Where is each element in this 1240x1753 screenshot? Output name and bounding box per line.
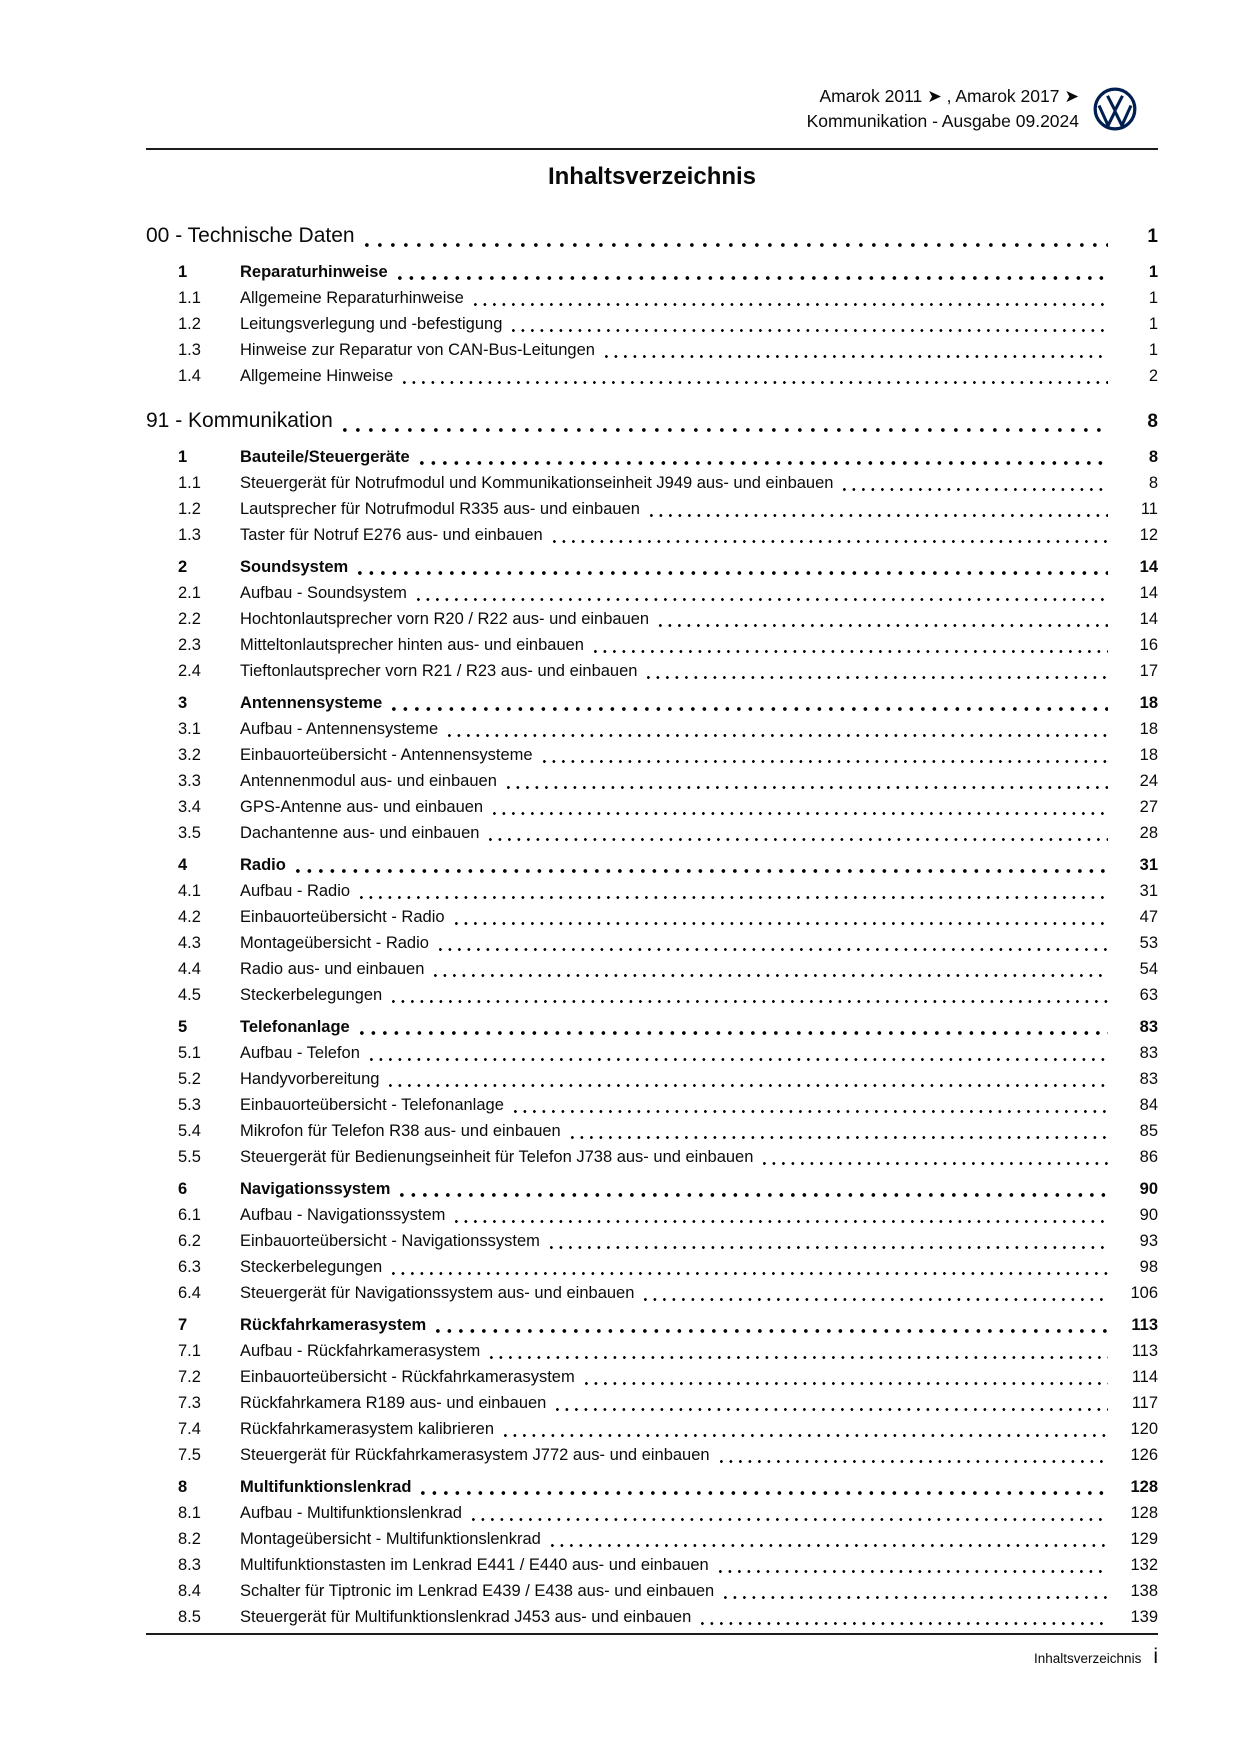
toc-entry-number: 4.1 (178, 882, 201, 900)
toc-entry-page: 12 (1139, 526, 1158, 544)
toc-entry-number: 5.3 (178, 1096, 201, 1114)
toc-entry-row (146, 444, 1158, 470)
toc-entry-title: Handyvorbereitung (240, 1070, 380, 1088)
page-footer (146, 1645, 1158, 1669)
toc-entry-number: 2.2 (178, 610, 201, 628)
dot-leader (512, 329, 1108, 332)
toc-entry-number: 1.3 (178, 341, 201, 359)
dot-leader (550, 1246, 1108, 1249)
toc-entry-title: Rückfahrkamerasystem kalibrieren (240, 1420, 495, 1438)
toc-entry-page: 53 (1139, 934, 1158, 952)
toc-entry-title: Allgemeine Reparaturhinweise (240, 289, 464, 307)
toc-entry-page: 1 (1148, 341, 1158, 359)
toc (146, 220, 1158, 1630)
toc-entry-page: 120 (1130, 1420, 1158, 1438)
dot-leader (343, 428, 1108, 432)
footer-page-number: i (1153, 1645, 1158, 1668)
toc-entry-row (146, 1118, 1158, 1144)
toc-entry-row (146, 1014, 1158, 1040)
toc-entry-page: 11 (1140, 500, 1158, 518)
dot-leader (514, 1110, 1108, 1113)
toc-entry-row (146, 496, 1158, 522)
toc-entry-row (146, 1066, 1158, 1092)
dot-leader (507, 786, 1108, 789)
toc-entry-page: 83 (1139, 1018, 1158, 1036)
toc-entry-row (146, 285, 1158, 311)
toc-entry-title: Aufbau - Antennensysteme (240, 720, 439, 738)
dot-leader (403, 381, 1108, 384)
toc-entry-number: 3.1 (178, 720, 201, 738)
page-header (146, 0, 1158, 134)
toc-entry-row (146, 1176, 1158, 1202)
toc-entry-title: Einbauorteübersicht - Navigationssystem (240, 1232, 540, 1250)
toc-entry-number: 5.5 (178, 1148, 201, 1166)
toc-entry-number: 2.1 (178, 584, 201, 602)
dot-leader (436, 1329, 1108, 1333)
dot-leader (556, 1408, 1108, 1411)
toc-entry-number: 1.1 (178, 289, 201, 307)
toc-entry-row (146, 606, 1158, 632)
toc-entry-title: Lautsprecher für Notrufmodul R335 aus- und einbauen (240, 500, 640, 518)
dot-leader (389, 1084, 1108, 1087)
toc-entry-title: Steuergerät für Navigationssystem aus- und einbauen (240, 1284, 635, 1302)
toc-entry-page: 28 (1139, 824, 1158, 842)
toc-chapter-page: 1 (1147, 226, 1158, 247)
toc-entry-page: 128 (1130, 1504, 1158, 1522)
toc-entry-row (146, 632, 1158, 658)
toc-entry-title: Multifunktionstasten im Lenkrad E441 / E440 aus- und einbauen (240, 1556, 709, 1574)
toc-entry-page: 84 (1139, 1096, 1158, 1114)
dot-leader (417, 598, 1108, 601)
toc-entry-number: 7.3 (178, 1394, 201, 1412)
dot-leader (434, 974, 1108, 977)
toc-entry-number: 6.2 (178, 1232, 201, 1250)
toc-chapter-label: 91 - Kommunikation (146, 409, 333, 432)
toc-entry-page: 24 (1139, 772, 1158, 790)
toc-entry-number: 8.1 (178, 1504, 201, 1522)
toc-entry-number: 4 (178, 856, 188, 874)
toc-entry-number: 8.5 (178, 1608, 201, 1626)
toc-entry-page: 31 (1139, 856, 1158, 874)
dot-leader (701, 1622, 1108, 1625)
toc-entry-number: 8.4 (178, 1582, 201, 1600)
toc-entry-title: Einbauorteübersicht - Rückfahrkamerasystem (240, 1368, 575, 1386)
toc-entry-page: 14 (1139, 558, 1158, 576)
dot-leader (365, 243, 1108, 247)
toc-entry-row (146, 1228, 1158, 1254)
dot-leader (420, 461, 1108, 465)
toc-entry-page: 90 (1139, 1206, 1158, 1224)
dot-leader (650, 514, 1108, 517)
toc-entry-number: 8.3 (178, 1556, 201, 1574)
toc-entry-number: 1 (178, 263, 188, 281)
dot-leader (474, 303, 1108, 306)
toc-entry-page: 17 (1139, 662, 1158, 680)
toc-chapter-page: 8 (1147, 411, 1158, 432)
toc-entry-row (146, 1442, 1158, 1468)
toc-entry-row (146, 904, 1158, 930)
dot-leader (455, 922, 1108, 925)
toc-entry-page: 83 (1139, 1044, 1158, 1062)
toc-entry-title: Rückfahrkamera R189 aus- und einbauen (240, 1394, 547, 1412)
toc-entry-page: 18 (1139, 746, 1158, 764)
toc-entry-row (146, 580, 1158, 606)
dot-leader (455, 1220, 1108, 1223)
page-title: Inhaltsverzeichnis (547, 163, 757, 190)
toc-entry-row (146, 337, 1158, 363)
toc-entry-number: 2.3 (178, 636, 201, 654)
toc-entry-number: 7.2 (178, 1368, 201, 1386)
toc-entry-page: 14 (1139, 584, 1158, 602)
header-divider (146, 148, 1158, 150)
toc-chapter-label: 00 - Technische Daten (146, 224, 355, 247)
toc-entry-page: 1 (1148, 289, 1158, 307)
toc-entry-row (146, 311, 1158, 337)
toc-entry-title: Steuergerät für Multifunktionslenkrad J453 aus- und einbauen (240, 1608, 692, 1626)
toc-entry-row (146, 956, 1158, 982)
toc-entry-number: 1.2 (178, 500, 201, 518)
toc-entry-row (146, 1092, 1158, 1118)
toc-entry-row (146, 1338, 1158, 1364)
toc-entry-page: 113 (1131, 1316, 1158, 1334)
toc-entry-page: 16 (1139, 636, 1158, 654)
toc-chapter-row (146, 220, 1158, 253)
dot-leader (421, 1491, 1108, 1495)
toc-entry-number: 1 (178, 448, 188, 466)
toc-entry-row (146, 768, 1158, 794)
toc-entry-row (146, 1500, 1158, 1526)
toc-entry-title: Radio (240, 856, 286, 874)
dot-leader (763, 1162, 1108, 1165)
toc-entry-title: Allgemeine Hinweise (240, 367, 394, 385)
toc-entry-title: Multifunktionslenkrad (240, 1478, 412, 1496)
toc-entry-page: 8 (1148, 474, 1158, 492)
toc-entry-title: Montageübersicht - Radio (240, 934, 429, 952)
toc-entry-number: 8 (178, 1478, 188, 1496)
toc-entry-number: 1.2 (178, 315, 201, 333)
dot-leader (370, 1058, 1108, 1061)
dot-leader (543, 760, 1108, 763)
toc-entry-row (146, 1040, 1158, 1066)
toc-entry-row (146, 363, 1158, 389)
dot-leader (448, 734, 1108, 737)
toc-entry-number: 4.3 (178, 934, 201, 952)
dot-leader (358, 571, 1108, 575)
toc-entry-page: 1 (1148, 263, 1158, 281)
toc-entry-row (146, 1144, 1158, 1170)
header-edition-line: Kommunikation - Ausgabe 09.2024 (806, 111, 1079, 131)
toc-entry-page: 98 (1139, 1258, 1158, 1276)
dot-leader (489, 838, 1108, 841)
dot-leader (843, 488, 1108, 491)
toc-entry-page: 129 (1130, 1530, 1158, 1548)
toc-entry-number: 5 (178, 1018, 188, 1036)
toc-entry-page: 27 (1139, 798, 1158, 816)
toc-entry-title: Telefonanlage (240, 1018, 350, 1036)
toc-entry-number: 1.4 (178, 367, 201, 385)
toc-entry-number: 7.4 (178, 1420, 201, 1438)
header-text (807, 84, 1079, 134)
toc-entry-row (146, 1254, 1158, 1280)
toc-entry-title: Mitteltonlautsprecher hinten aus- und einbauen (240, 636, 584, 654)
toc-entry-number: 1.1 (178, 474, 201, 492)
toc-entry-title: Soundsystem (240, 558, 349, 576)
dot-leader (392, 1272, 1108, 1275)
toc-entry-row (146, 1604, 1158, 1630)
toc-entry-page: 138 (1130, 1582, 1158, 1600)
toc-entry-row (146, 1474, 1158, 1500)
toc-entry-row (146, 690, 1158, 716)
toc-entry-number: 5.1 (178, 1044, 201, 1062)
toc-entry-number: 3.5 (178, 824, 201, 842)
toc-entry-page: 63 (1139, 986, 1158, 1004)
footer-section-label: Inhaltsverzeichnis (1034, 1651, 1142, 1666)
toc-entry-page: 14 (1139, 610, 1158, 628)
toc-entry-row (146, 982, 1158, 1008)
toc-entry-title: Taster für Notruf E276 aus- und einbauen (240, 526, 543, 544)
toc-entry-title: Mikrofon für Telefon R38 aus- und einbauen (240, 1122, 561, 1140)
dot-leader (551, 1544, 1108, 1547)
toc-entry-row (146, 1312, 1158, 1338)
toc-entry-page: 85 (1139, 1122, 1158, 1140)
toc-entry-row (146, 1202, 1158, 1228)
dot-leader (472, 1518, 1108, 1521)
toc-entry-title: Aufbau - Radio (240, 882, 351, 900)
dot-leader (571, 1136, 1108, 1139)
toc-entry-page: 83 (1139, 1070, 1158, 1088)
toc-entry-row (146, 1416, 1158, 1442)
toc-entry-page: 47 (1139, 908, 1158, 926)
toc-entry-title: Radio aus- und einbauen (240, 960, 425, 978)
dot-leader (490, 1356, 1108, 1359)
toc-entry-title: Rückfahrkamerasystem (240, 1316, 427, 1334)
toc-entry-title: Bauteile/Steuergeräte (240, 448, 410, 466)
toc-entry-number: 4.4 (178, 960, 201, 978)
toc-entry-number: 2 (178, 558, 188, 576)
dot-leader (553, 540, 1108, 543)
toc-entry-row (146, 470, 1158, 496)
toc-entry-row (146, 1578, 1158, 1604)
toc-entry-number: 7 (178, 1316, 188, 1334)
toc-entry-row (146, 259, 1158, 285)
toc-entry-number: 3.2 (178, 746, 201, 764)
toc-entry-number: 6.4 (178, 1284, 201, 1302)
dot-leader (504, 1434, 1108, 1437)
dot-leader (605, 355, 1108, 358)
dot-leader (360, 1031, 1108, 1035)
toc-entry-title: Einbauorteübersicht - Telefonanlage (240, 1096, 504, 1114)
toc-entry-number: 5.2 (178, 1070, 201, 1088)
toc-entry-title: Aufbau - Rückfahrkamerasystem (240, 1342, 481, 1360)
toc-entry-page: 54 (1139, 960, 1158, 978)
toc-entry-number: 4.5 (178, 986, 201, 1004)
toc-entry-title: Tieftonlautsprecher vorn R21 / R23 aus- und einbauen (240, 662, 638, 680)
toc-entry-title: Dachantenne aus- und einbauen (240, 824, 480, 842)
dot-leader (644, 1298, 1108, 1301)
toc-entry-row (146, 1364, 1158, 1390)
toc-entry-row (146, 1526, 1158, 1552)
toc-entry-number: 1.3 (178, 526, 201, 544)
toc-entry-number: 6 (178, 1180, 188, 1198)
toc-entry-title: Steuergerät für Notrufmodul und Kommunikationseinheit J949 aus- und einbauen (240, 474, 834, 492)
dot-leader (400, 1193, 1108, 1197)
toc-entry-title: Steckerbelegungen (240, 1258, 383, 1276)
dot-leader (724, 1596, 1108, 1599)
toc-entry-row (146, 1390, 1158, 1416)
footer-divider (146, 1633, 1158, 1635)
toc-entry-title: Aufbau - Navigationssystem (240, 1206, 446, 1224)
toc-entry-page: 126 (1130, 1446, 1158, 1464)
dot-leader (439, 948, 1108, 951)
toc-entry-page: 31 (1139, 882, 1158, 900)
toc-entry-row (146, 1280, 1158, 1306)
toc-entry-row (146, 852, 1158, 878)
toc-entry-page: 113 (1131, 1342, 1158, 1360)
toc-entry-title: GPS-Antenne aus- und einbauen (240, 798, 484, 816)
toc-entry-title: Navigationssystem (240, 1180, 391, 1198)
toc-entry-row (146, 1552, 1158, 1578)
toc-entry-row (146, 878, 1158, 904)
dot-leader (659, 624, 1108, 627)
dot-leader (392, 707, 1108, 711)
toc-entry-title: Aufbau - Telefon (240, 1044, 360, 1062)
toc-entry-page: 86 (1139, 1148, 1158, 1166)
toc-entry-page: 2 (1148, 367, 1158, 385)
toc-entry-number: 7.1 (178, 1342, 201, 1360)
toc-entry-page: 128 (1130, 1478, 1158, 1496)
dot-leader (398, 276, 1108, 280)
toc-entry-number: 8.2 (178, 1530, 201, 1548)
toc-entry-title: Montageübersicht - Multifunktionslenkrad (240, 1530, 541, 1548)
toc-entry-page: 132 (1130, 1556, 1158, 1574)
toc-entry-number: 3 (178, 694, 188, 712)
toc-entry-title: Steuergerät für Bedienungseinheit für Telefon J738 aus- und einbauen (240, 1148, 754, 1166)
toc-entry-number: 3.4 (178, 798, 201, 816)
toc-entry-row (146, 716, 1158, 742)
toc-entry-number: 3.3 (178, 772, 201, 790)
toc-entry-title: Leitungsverlegung und -befestigung (240, 315, 503, 333)
toc-entry-title: Einbauorteübersicht - Antennensysteme (240, 746, 533, 764)
toc-entry-number: 7.5 (178, 1446, 201, 1464)
toc-entry-title: Aufbau - Soundsystem (240, 584, 407, 602)
toc-entry-page: 114 (1131, 1368, 1158, 1386)
dot-leader (594, 650, 1108, 653)
dot-leader (719, 1570, 1108, 1573)
dot-leader (392, 1000, 1108, 1003)
toc-entry-row (146, 554, 1158, 580)
toc-entry-page: 18 (1139, 694, 1158, 712)
toc-entry-page: 18 (1139, 720, 1158, 738)
dot-leader (493, 812, 1108, 815)
toc-entry-title: Aufbau - Multifunktionslenkrad (240, 1504, 462, 1522)
dot-leader (296, 869, 1108, 873)
toc-entry-row (146, 522, 1158, 548)
toc-entry-number: 4.2 (178, 908, 201, 926)
toc-entry-number: 5.4 (178, 1122, 201, 1140)
toc-entry-row (146, 930, 1158, 956)
toc-entry-title: Steckerbelegungen (240, 986, 383, 1004)
toc-chapter-row (146, 405, 1158, 438)
toc-entry-number: 6.3 (178, 1258, 201, 1276)
toc-entry-number: 2.4 (178, 662, 201, 680)
toc-entry-row (146, 658, 1158, 684)
toc-entry-page: 1 (1148, 315, 1158, 333)
dot-leader (720, 1460, 1108, 1463)
toc-entry-page: 8 (1148, 448, 1158, 466)
toc-entry-title: Hochtonlautsprecher vorn R20 / R22 aus- und einbauen (240, 610, 650, 628)
toc-entry-title: Reparaturhinweise (240, 263, 388, 281)
toc-entry-page: 139 (1130, 1608, 1158, 1626)
header-model-line: Amarok 2011 ➤ , Amarok 2017 ➤ (819, 86, 1079, 106)
toc-entry-page: 93 (1139, 1232, 1158, 1250)
toc-entry-title: Antennensysteme (240, 694, 383, 712)
toc-entry-title: Einbauorteübersicht - Radio (240, 908, 445, 926)
dot-leader (647, 676, 1108, 679)
toc-entry-page: 106 (1130, 1284, 1158, 1302)
toc-entry-title: Antennenmodul aus- und einbauen (240, 772, 497, 790)
dot-leader (360, 896, 1108, 899)
toc-entry-title: Hinweise zur Reparatur von CAN-Bus-Leitungen (240, 341, 595, 359)
toc-entry-number: 6.1 (178, 1206, 201, 1224)
vw-logo-icon (1092, 86, 1138, 132)
toc-entry-row (146, 820, 1158, 846)
toc-entry-page: 90 (1139, 1180, 1158, 1198)
toc-entry-title: Schalter für Tiptronic im Lenkrad E439 / E438 aus- und einbauen (240, 1582, 715, 1600)
toc-entry-title: Steuergerät für Rückfahrkamerasystem J772 aus- und einbauen (240, 1446, 710, 1464)
toc-entry-row (146, 742, 1158, 768)
toc-entry-page: 117 (1131, 1394, 1158, 1412)
toc-entry-row (146, 794, 1158, 820)
dot-leader (585, 1382, 1108, 1385)
